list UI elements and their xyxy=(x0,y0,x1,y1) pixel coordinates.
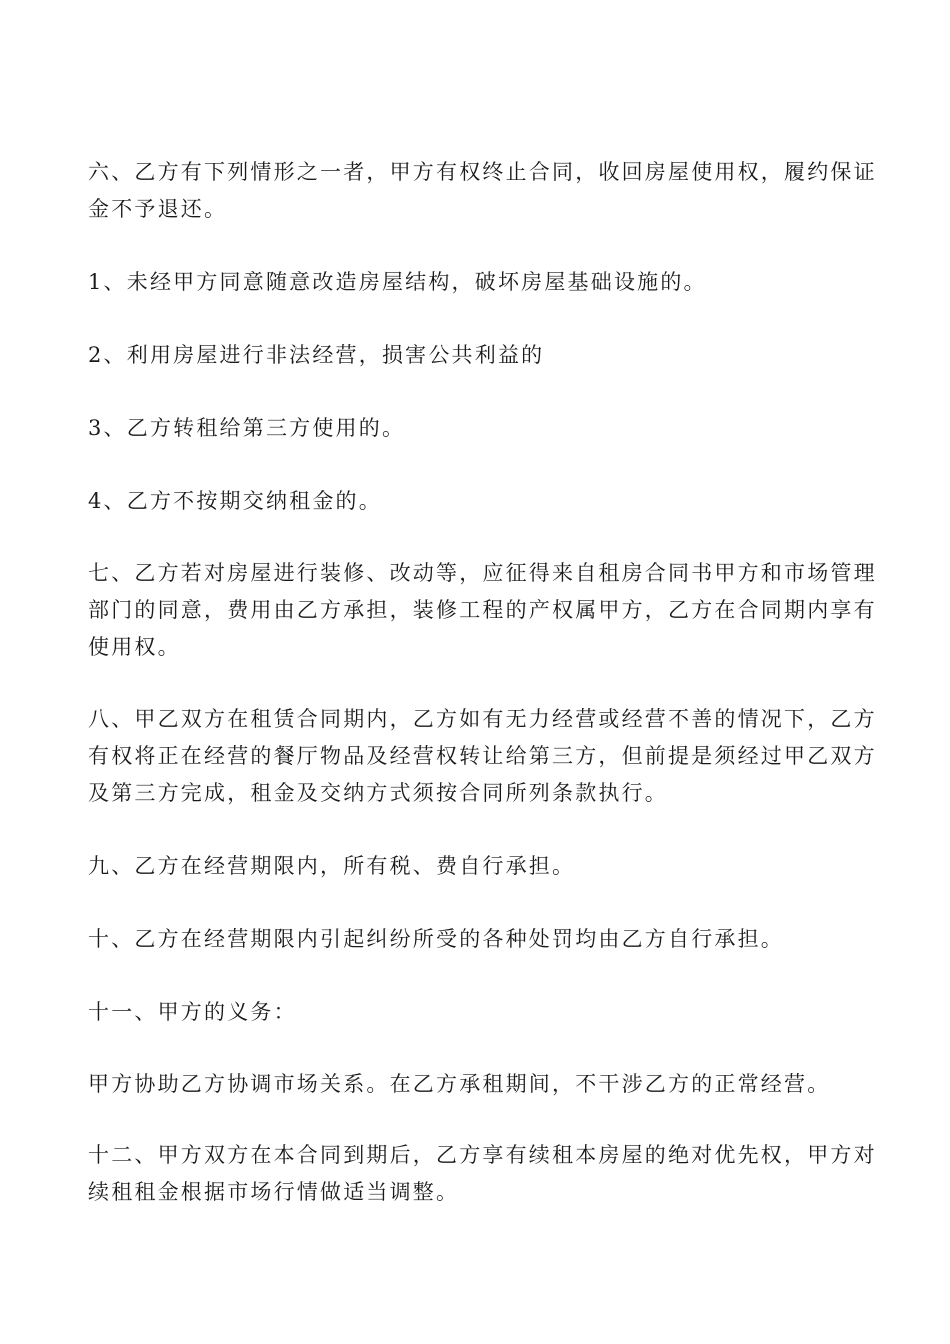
text-line: 六、乙方有下列情形之一者，甲方有权终止合同，收回房屋使用权，履约保证 xyxy=(88,160,877,184)
clause-6-item-3 xyxy=(88,410,868,447)
clause-9-paragraph xyxy=(88,848,868,885)
text-line: 十二、甲方双方在本合同到期后，乙方享有续租本房屋的绝对优先权，甲方对 xyxy=(88,1143,877,1167)
text-line: 使用权。 xyxy=(88,635,181,659)
clause-8-paragraph xyxy=(88,701,877,812)
clause-12-paragraph xyxy=(88,1137,877,1211)
text-line: 有权将正在经营的餐厅物品及经营权转让给第三方，但前提是须经过甲乙双方 xyxy=(88,744,877,768)
text-line: 八、甲乙双方在租赁合同期内，乙方如有无力经营或经营不善的情况下，乙方 xyxy=(88,707,877,731)
clause-6-item-2 xyxy=(88,337,868,374)
text-line: 部门的同意，费用由乙方承担，装修工程的产权属甲方，乙方在合同期内享有 xyxy=(88,598,877,622)
text-line: 甲方协助乙方协调市场关系。在乙方承租期间，不干涉乙方的正常经营。 xyxy=(88,1072,831,1096)
text-line: 1、未经甲方同意随意改造房屋结构，破坏房屋基础设施的。 xyxy=(88,270,707,294)
text-line: 2、利用房屋进行非法经营，损害公共利益的 xyxy=(88,343,545,367)
clause-10-paragraph xyxy=(88,921,868,958)
clause-6-item-1 xyxy=(88,264,868,301)
text-line: 及第三方完成，租金及交纳方式须按合同所列条款执行。 xyxy=(88,781,668,805)
clause-11-body xyxy=(88,1066,868,1103)
text-line: 续租租金根据市场行情做适当调整。 xyxy=(88,1180,460,1204)
clause-6-paragraph xyxy=(88,154,877,228)
text-line: 九、乙方在经营期限内，所有税、费自行承担。 xyxy=(88,854,576,878)
clause-7-paragraph xyxy=(88,555,877,666)
text-line: 七、乙方若对房屋进行装修、改动等，应征得来自租房合同书甲方和市场管理 xyxy=(88,561,877,585)
text-line: 金不予退还。 xyxy=(88,197,228,221)
text-line: 十、乙方在经营期限内引起纠纷所受的各种处罚均由乙方自行承担。 xyxy=(88,927,784,951)
clause-6-item-4 xyxy=(88,483,868,520)
text-line: 3、乙方转租给第三方使用的。 xyxy=(88,416,406,440)
clause-11-heading xyxy=(88,994,868,1031)
text-line: 4、乙方不按期交纳租金的。 xyxy=(88,489,382,513)
text-line: 十一、甲方的义务： xyxy=(88,1000,297,1024)
